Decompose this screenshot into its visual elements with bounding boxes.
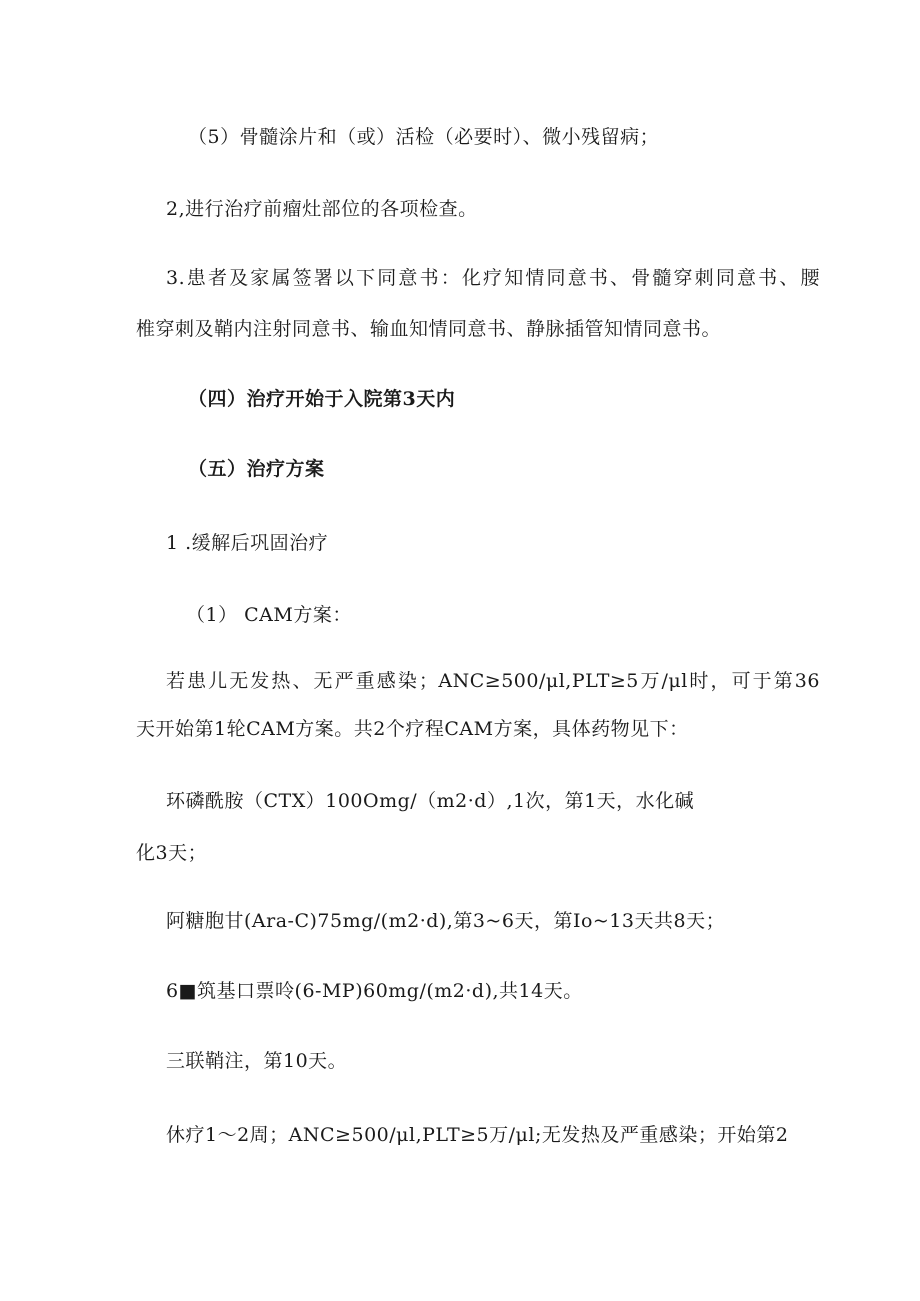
drug-item-ctx-line1: 环磷酰胺（CTX）100Omg/（m2·d）,1次，第1天，水化碱 (166, 790, 695, 812)
drug-item-intrathecal: 三联鞘注，第10天。 (166, 1050, 348, 1072)
subheading-consolidation-therapy: 1 .缓解后巩固治疗 (166, 532, 329, 554)
paragraph-bone-marrow-exam: （5）骨髓涂片和（或）活检（必要时）、微小残留病； (188, 126, 660, 148)
drug-item-6-mp: 6■筑基口票呤(6-MP)60mg/(m2·d),共14天。 (166, 980, 583, 1002)
section-heading-treatment-start: （四）治疗开始于入院第3天内 (188, 388, 456, 410)
paragraph-pretreatment-exam: 2,进行治疗前瘤灶部位的各项检查。 (166, 198, 478, 220)
paragraph-rest-period: 休疗1～2周；ANC≥500/μl,PLT≥5万/μl;无发热及严重感染；开始第2 (166, 1124, 789, 1146)
paragraph-cam-criteria-line2: 天开始第1轮CAM方案。共2个疗程CAM方案，具体药物见下： (136, 718, 689, 740)
section-heading-treatment-plan: （五）治疗方案 (188, 458, 325, 480)
paragraph-consent-forms-line1: 3.患者及家属签署以下同意书：化疗知情同意书、骨髓穿刺同意书、腰 (166, 267, 820, 289)
paragraph-cam-criteria-line1: 若患儿无发热、无严重感染；ANC≥500/μl,PLT≥5万/μl时，可于第36 (166, 670, 820, 692)
drug-item-ctx-line2: 化3天； (136, 842, 208, 864)
drug-item-ara-c: 阿糖胞甘(Ara-C)75mg/(m2·d),第3~6天，第Io~13天共8天； (166, 910, 726, 932)
subheading-cam-regimen: （1） CAM方案： (186, 604, 352, 626)
paragraph-consent-forms-line2: 椎穿刺及鞘内注射同意书、输血知情同意书、静脉插管知情同意书。 (136, 318, 722, 340)
